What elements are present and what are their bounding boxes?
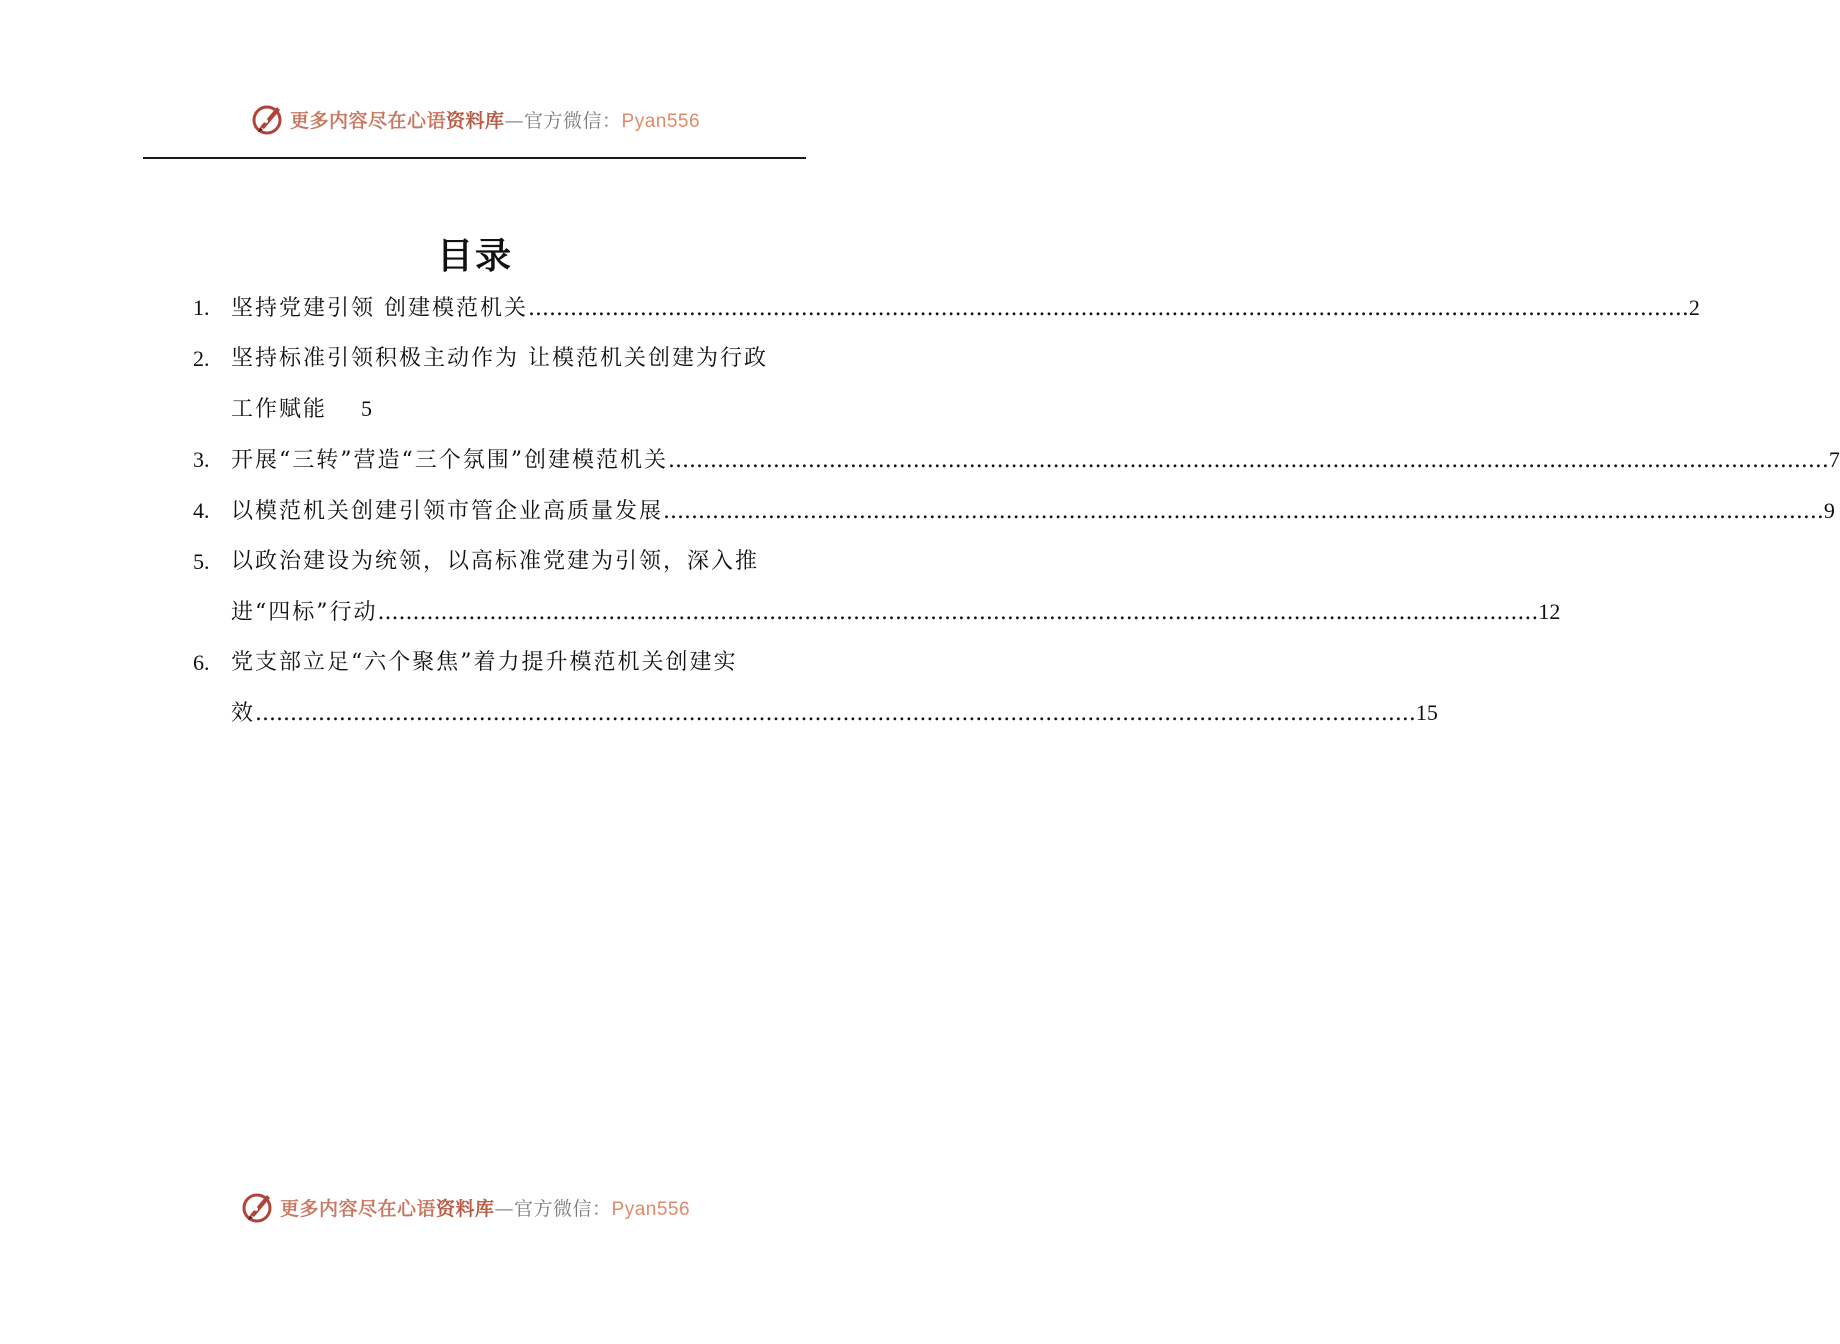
footer-banner: [0, 1189, 940, 1225]
table-of-contents: [193, 283, 1840, 739]
toc-number: 5.: [193, 549, 210, 574]
toc-entry-3[interactable]: [193, 435, 1840, 486]
toc-number: 1.: [193, 295, 210, 320]
toc-page-number: 5: [361, 396, 373, 421]
toc-page-number: 7: [1828, 447, 1840, 472]
toc-number: 4.: [193, 498, 210, 523]
toc-leader-dots: [528, 284, 1689, 334]
toc-title: 坚持党建引领 创建模范机关: [231, 296, 528, 321]
toc-page-number: 9: [1823, 498, 1835, 523]
toc-leader-dots: [378, 588, 1539, 638]
toc-leader-dots: [663, 487, 1824, 537]
toc-page-number: 15: [1415, 700, 1438, 725]
toc-title-cont: 进“四标”行动: [231, 600, 378, 625]
header-rule: [143, 157, 806, 159]
toc-entry-6[interactable]: [193, 638, 1438, 739]
toc-page-number: 12: [1538, 599, 1561, 624]
toc-number: 2.: [193, 346, 210, 371]
toc-leader-dots: [668, 436, 1829, 486]
toc-entry-5[interactable]: [193, 537, 1561, 638]
toc-number: 3.: [193, 447, 210, 472]
toc-title: 以政治建设为统领，以高标准党建为引领，深入推: [231, 549, 760, 574]
toc-title: 党支部立足“六个聚焦”着力提升模范机关创建实: [231, 650, 738, 675]
header-banner: [0, 101, 950, 137]
toc-title-cont: 效: [231, 701, 256, 726]
toc-title: 以模范机关创建引领市管企业高质量发展: [231, 499, 664, 524]
toc-entry-2[interactable]: [193, 334, 806, 435]
toc-title: 坚持标准引领积极主动作为 让模范机关创建为行政: [231, 346, 768, 371]
header-text: 更多内容尽在心语资料库—官方微信：Pyan556: [289, 109, 701, 132]
quill-logo-icon: [250, 101, 286, 137]
toc-number: 6.: [193, 650, 210, 675]
toc-page-number: 2: [1688, 295, 1700, 320]
footer-text: 更多内容尽在心语资料库—官方微信：Pyan556: [279, 1197, 691, 1220]
toc-entry-1[interactable]: [193, 283, 1700, 334]
toc-title: 开展“三转”营造“三个氛围”创建模范机关: [231, 448, 668, 473]
toc-title-cont: 工作赋能: [231, 397, 328, 422]
toc-leader-dots: [255, 689, 1416, 739]
quill-logo-icon: [240, 1189, 276, 1225]
toc-entry-4[interactable]: [193, 486, 1835, 537]
page-title: 目录: [436, 235, 513, 277]
